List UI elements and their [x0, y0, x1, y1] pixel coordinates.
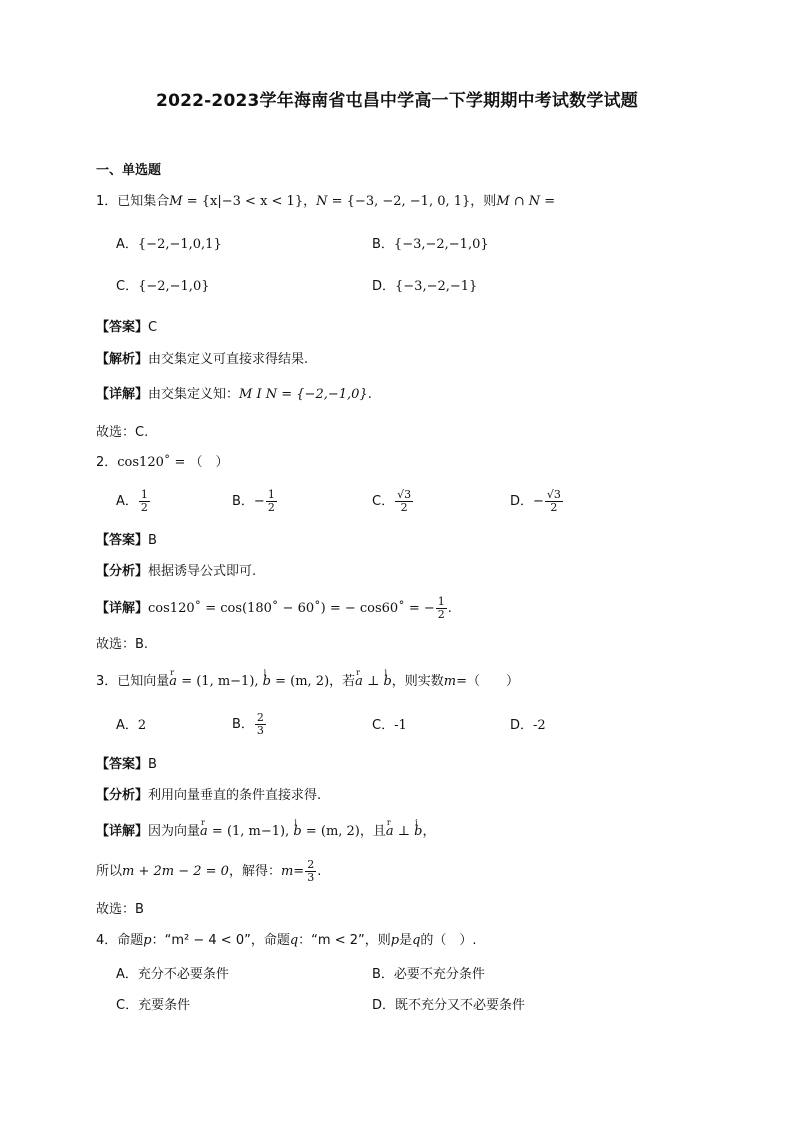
option-d: D．− $\frac{√3}{2}$ [510, 488, 561, 514]
question-number: 2． [96, 455, 118, 470]
detail-line: 【详解】因为向量r a = (1, m−1), i b = (m, 2)，且r a ⊥ i b， [96, 822, 436, 842]
option-d: D．既不充分又不必要条件 [372, 998, 526, 1013]
option-c: C． $\frac{√3}{2}$ [372, 488, 412, 514]
section-heading: 一、单选题 [96, 163, 162, 178]
detail-line: 【详解】由交集定义知：M I N = {−2,−1,0}. [96, 387, 372, 402]
analysis-line: 【分析】根据诱导公式即可. [96, 564, 257, 579]
option-d: D．-2 [510, 718, 546, 733]
option-c: C．-1 [372, 718, 407, 733]
answer-line: 【答案】C [96, 320, 158, 335]
detail-line: 【详解】cos120˚ = cos(180˚ − 60˚) = − cos60˚ = − $\frac{1}{2}$ . [96, 595, 452, 621]
analysis-line: 【解析】由交集定义可直接求得结果. [96, 352, 309, 367]
option-c: C．充要条件 [116, 998, 191, 1013]
answer-line: 【答案】B [96, 757, 157, 772]
option-a: A．充分不必要条件 [116, 967, 229, 982]
question-number: 4． [96, 933, 118, 948]
option-a: A．{−2,−1,0,1} [116, 237, 222, 252]
answer-line: 【答案】B [96, 533, 157, 548]
solution-line: 所以m + 2m − 2 = 0，解得：m= $\frac{2}{3}$ . [96, 858, 322, 884]
choose-line: 故选：B [96, 902, 144, 917]
choose-line: 故选：B. [96, 637, 149, 652]
question-4-stem: 4．命题p：“m² − 4 < 0”，命题q：“m < 2”，则p是q的（ ）. [96, 933, 477, 948]
option-d: D．{−3,−2,−1} [372, 279, 478, 294]
option-b: B． $\frac{2}{3}$ [232, 711, 264, 737]
question-number: 3． [96, 674, 118, 689]
question-3-stem: 3．已知向量r a = (1, m−1), i b = (m, 2)，若r a ⊥ i b，则实数m=（ ） [96, 672, 519, 692]
option-b: B．必要不充分条件 [372, 967, 485, 982]
document-title: 2022-2023学年海南省屯昌中学高一下学期期中考试数学试题 [156, 91, 638, 111]
option-a: A． $\frac{1}{2}$ [116, 488, 148, 514]
option-b: B．− $\frac{1}{2}$ [232, 488, 275, 514]
question-1-stem: 1．已知集合M = {x|−3 < x < 1}，N = {−3, −2, −1, 0, 1}，则M ∩ N = [96, 194, 556, 209]
question-2-stem: 2．cos120˚ = （ ） [96, 455, 229, 470]
analysis-line: 【分析】利用向量垂直的条件直接求得. [96, 788, 322, 803]
question-number: 1． [96, 194, 118, 209]
option-c: C．{−2,−1,0} [116, 279, 210, 294]
option-b: B．{−3,−2,−1,0} [372, 237, 489, 252]
option-a: A．2 [116, 718, 147, 733]
choose-line: 故选：C. [96, 425, 149, 440]
